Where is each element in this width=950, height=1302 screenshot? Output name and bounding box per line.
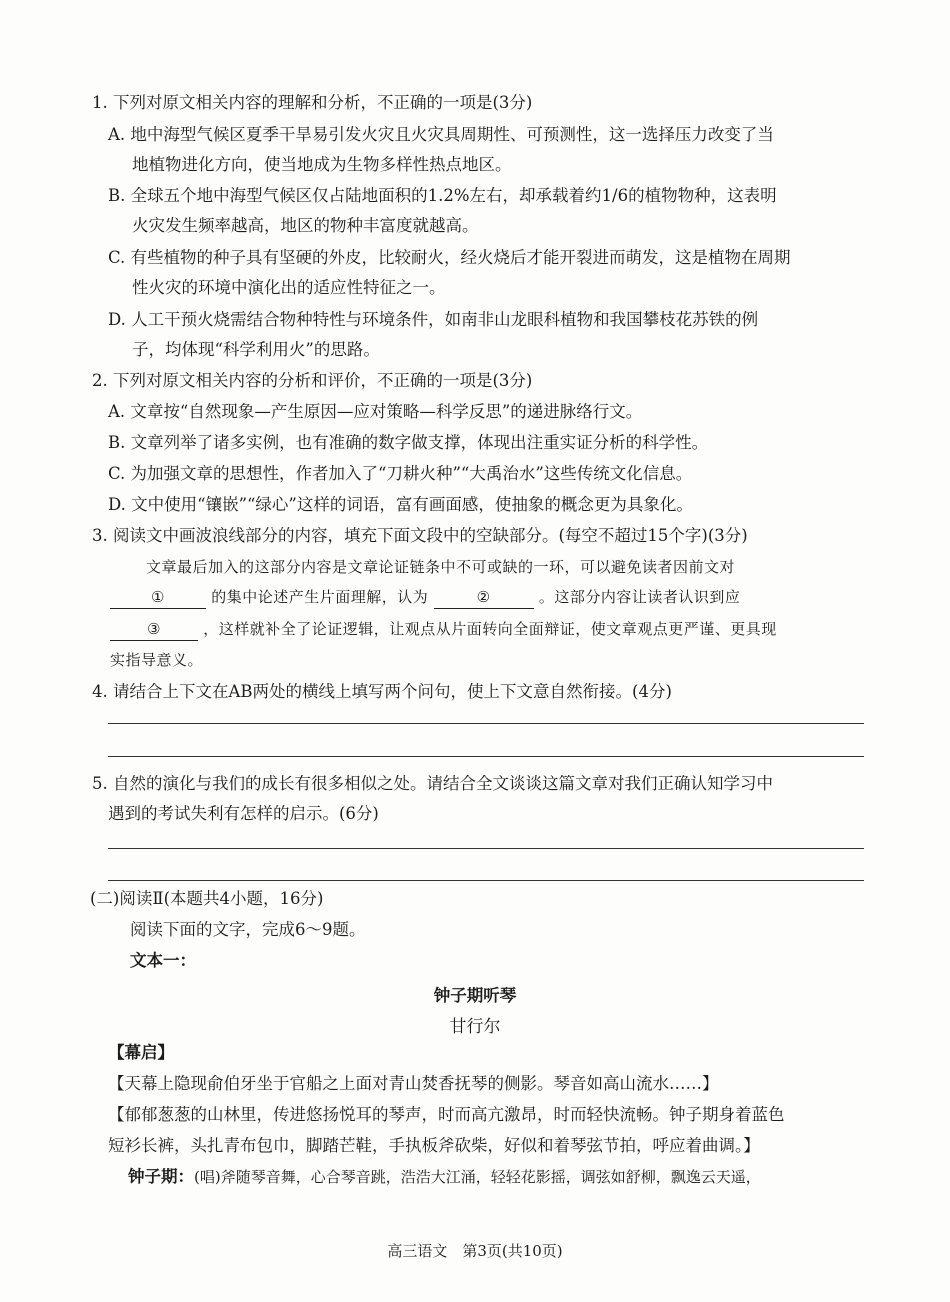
q3-paragraph-line2 bbox=[110, 586, 740, 609]
q3-text-2b: 。这部分内容让读者认识到应 bbox=[538, 588, 741, 606]
q4-answer-line-2[interactable] bbox=[108, 756, 864, 757]
q1-option-a-line1: A. 地中海型气候区夏季干旱易引发火灾且火灾具周期性、可预测性，这一选择压力改变了当 bbox=[108, 125, 774, 144]
stage-direction-2-line2: 短衫长裤，头扎青布包巾，脚踏芒鞋，手执板斧砍柴，好似和着琴弦节拍，呼应着曲调。】 bbox=[108, 1136, 760, 1155]
q3-text-3: ，这样就补全了论证逻辑，让观点从片面转向全面辩证，使文章观点更严谨、更具现 bbox=[203, 620, 777, 638]
q3-paragraph-line1: 文章最后加入的这部分内容是文章论证链条中不可或缺的一环，可以避免读者因前文对 bbox=[146, 558, 736, 576]
q3-paragraph-line4: 实指导意义。 bbox=[110, 651, 204, 669]
text-one-label: 文本一： bbox=[130, 951, 196, 970]
q4-stem: 4. 请结合上下文在AB两处的横线上填写两个问句，使上下文意自然衔接。(4分) bbox=[92, 682, 672, 701]
q3-blank-2[interactable]: ② bbox=[434, 586, 534, 609]
q1-option-c-line1: C. 有些植物的种子具有坚硬的外皮，比较耐火，经火烧后才能开裂进而萌发，这是植物在周期 bbox=[108, 248, 791, 267]
stage-direction-2-line1: 【郁郁葱葱的山林里，传进悠扬悦耳的琴声，时而高亢激昂，时而轻快流畅。钟子期身着蓝色 bbox=[108, 1105, 785, 1124]
q1-stem: 1. 下列对原文相关内容的理解和分析，不正确的一项是(3分) bbox=[92, 93, 533, 112]
page-footer: 高三语文 第3页(共10页) bbox=[387, 1242, 563, 1260]
q2-option-b: B. 文章列举了诸多实例，也有准确的数字做支撑，体现出注重实证分析的科学性。 bbox=[108, 433, 709, 452]
q2-stem: 2. 下列对原文相关内容的分析和评价，不正确的一项是(3分) bbox=[92, 371, 533, 390]
q3-blank-1[interactable]: ① bbox=[110, 586, 206, 609]
q5-stem-line2: 遇到的考试失利有怎样的启示。(6分) bbox=[108, 804, 379, 823]
q2-option-c: C. 为加强文章的思想性，作者加入了“刀耕火种”“大禹治水”这些传统文化信息。 bbox=[108, 464, 693, 483]
q2-option-d: D. 文中使用“镶嵌”“绿心”这样的词语，富有画面感，使抽象的概念更为具象化。 bbox=[108, 495, 693, 514]
q3-paragraph-line3 bbox=[110, 618, 777, 641]
q1-option-d-line1: D. 人工干预火烧需结合物种特性与环境条件，如南非山龙眼科植物和我国攀枝花苏铁的例 bbox=[108, 310, 759, 329]
play-title: 钟子期听琴 bbox=[433, 986, 517, 1005]
dialogue-text: (唱)斧随琴音舞，心合琴音跳，浩浩大江涌，轻轻花影摇，调弦如舒柳，飘逸云天遥， bbox=[194, 1168, 761, 1186]
section-heading: (二)阅读Ⅱ(本题共4小题，16分) bbox=[90, 889, 324, 908]
q3-text-2a: 的集中论述产生片面理解，认为 bbox=[211, 588, 429, 606]
q1-option-c-line2: 性火灾的环境中演化出的适应性特征之一。 bbox=[132, 278, 446, 297]
stage-direction-1: 【天幕上隐现俞伯牙坐于官船之上面对青山焚香抚琴的侧影。琴音如高山流水……】 bbox=[108, 1074, 719, 1093]
q5-stem-line1: 5. 自然的演化与我们的成长有很多相似之处。请结合全文谈谈这篇文章对我们正确认知学习中 bbox=[92, 774, 773, 793]
q1-option-d-line2: 子，均体现“科学利用火”的思路。 bbox=[132, 340, 380, 359]
play-author: 甘行尔 bbox=[449, 1017, 501, 1037]
q3-blank-3[interactable]: ③ bbox=[110, 618, 198, 641]
q1-option-b-line2: 火灾发生频率越高，地区的物种丰富度就越高。 bbox=[132, 216, 479, 235]
speaker-name: 钟子期： bbox=[128, 1167, 194, 1186]
q1-option-b-line1: B. 全球五个地中海型气候区仅占陆地面积的1.2%左右，却承载着约1/6的植物物种，这表明 bbox=[108, 186, 777, 205]
section-instruction: 阅读下面的文字，完成6～9题。 bbox=[130, 920, 366, 939]
stage-direction-curtain: 【幕启】 bbox=[108, 1043, 174, 1062]
q4-answer-line-1[interactable] bbox=[108, 723, 864, 724]
q5-answer-line-2[interactable] bbox=[108, 880, 864, 881]
q3-stem: 3. 阅读文中画波浪线部分的内容，填充下面文段中的空缺部分。(每空不超过15个字)(3分) bbox=[92, 526, 748, 545]
q2-option-a: A. 文章按“自然现象—产生原因—应对策略—科学反思”的递进脉络行文。 bbox=[108, 402, 643, 421]
q1-option-a-line2: 地植物进化方向，使当地成为生物多样性热点地区。 bbox=[132, 155, 512, 174]
q5-answer-line-1[interactable] bbox=[108, 848, 864, 849]
dialogue-line bbox=[128, 1166, 761, 1188]
